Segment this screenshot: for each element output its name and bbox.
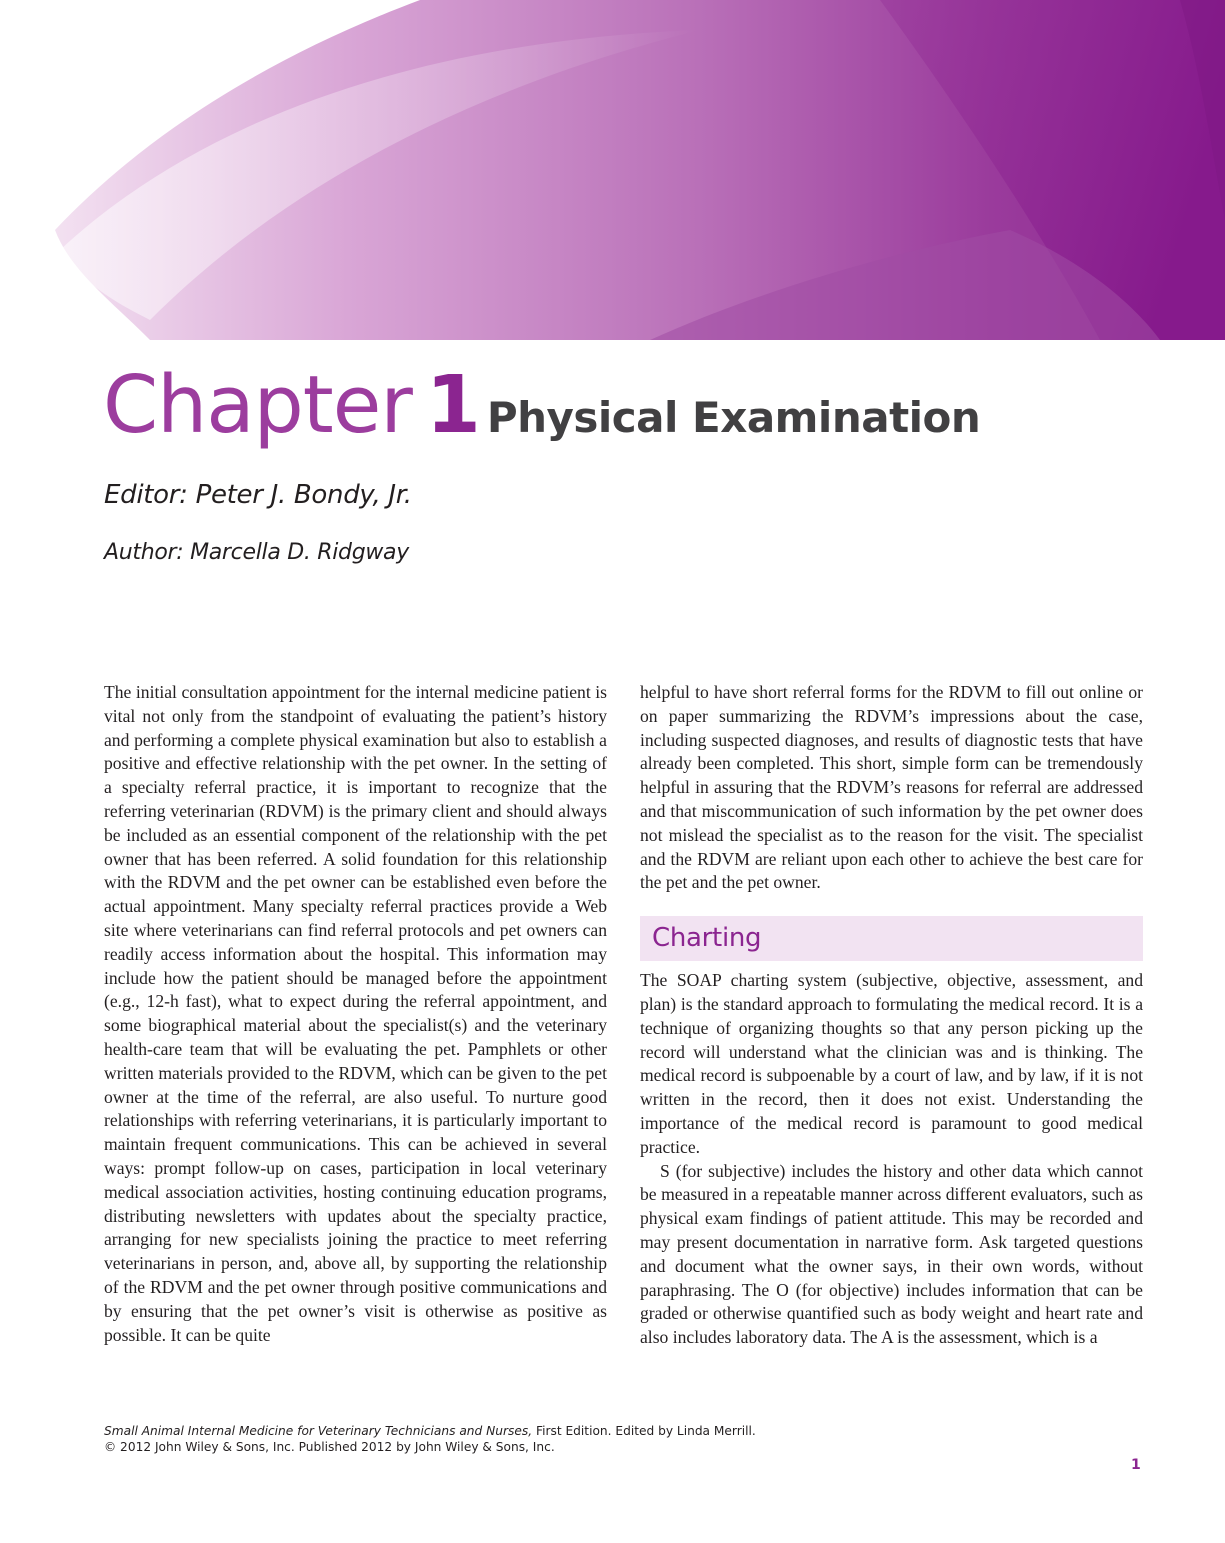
editor-credit: Editor: Peter J. Bondy, Jr. (104, 480, 412, 510)
page-number: 1 (1131, 1457, 1141, 1473)
intro-paragraph: The initial consultation appointment for the internal medicine patient is vital not only from the standpoint of evaluating the patient’s history and performing a complete physical examination but also to establish a positive and effective relationship with the pet owner. In the setting of a specialty referral practice, it is important to recognize that the referring veterinarian (RDVM) is the primary client and should always be included as an essential component of the relationship with the pet owner that has been referred. A solid foundation for this relationship with the RDVM and the pet owner can be established even before the actual appointment. Many specialty referral practices provide a Web site where veterinarians can find referral protocols and pet owners can readily access information about the hospital. This information may include how the patient should be managed before the appointment (e.g., 12-h fast), what to expect during the referral appointment, and some biographical material about the specialist(s) and the veterinary health-care team that will be evaluating the pet. Pamphlets or other written materials provided to the RDVM, which can be given to the pet owner at the time of the referral, are also useful. To nurture good relationships with referring veterinarians, it is particularly important to maintain frequent communications. This can be achieved in several ways: prompt follow-up on cases, participation in local veterinary medical association activities, hosting continuing education programs, distributing newsletters with updates about the specialty practice, arranging for new specialists joining the practice to meet referring veterinarians in person, and, above all, by supporting the relationship of the RDVM and the pet owner through positive communications and by ensuring that the pet owner’s visit is otherwise as positive as possible. It can be quite (104, 682, 607, 1345)
decorative-wave-graphic (0, 0, 1225, 345)
copyright-line: © 2012 John Wiley & Sons, Inc. Published 2012 by John Wiley & Sons, Inc. (104, 1440, 555, 1454)
page-footer (104, 1423, 756, 1455)
intro-paragraph-continued: helpful to have short referral forms for the RDVM to fill out online or on paper summarizing the RDVM’s impressions about the case, including suspected diagnoses, and results of diagnostic tests that have already been completed. This short, simple form can be tremendously helpful in assuring that the RDVM’s reasons for referral are addressed and that miscommunication of such information by the pet owner does not mislead the specialist as to the reason for the visit. The specialist and the RDVM are reliant upon each other to achieve the best care for the pet and the pet owner. (640, 682, 1143, 893)
chapter-title: Physical Examination (486, 393, 981, 442)
author-credit: Author: Marcella D. Ridgway (104, 540, 409, 565)
right-column (640, 681, 1143, 1350)
section-heading-text: Charting (652, 922, 762, 953)
charting-paragraph: The SOAP charting system (subjective, objective, assessment, and plan) is the standard approach to formulating the medical record. It is a technique of organizing thoughts so that any person picking up the record will understand what the clinician was and is thinking. The medical record is subpoenable by a court of law, and by law, if it is not written in the record, then it does not exist. Understanding the importance of the medical record is paramount to good medical practice. (640, 970, 1143, 1157)
citation-line (104, 1423, 756, 1439)
chapter-banner (0, 0, 1225, 345)
charting-paragraph: S (for subjective) includes the history and other data which cannot be measured in a repeatable manner across different evaluators, such as physical exam findings of patient attitude. This may be recorded and may present documentation in narrative form. Ask targeted questions and document what the owner says, in their own words, without paraphrasing. The O (for objective) includes information that can be graded or otherwise quantified such as body weight and heart rate and also includes laboratory data. The A is the assessment, which is a (640, 1160, 1143, 1348)
chapter-number: 1 (425, 359, 481, 451)
chapter-word: Chapter (103, 359, 412, 451)
section-heading-charting (640, 916, 1143, 961)
edition-info: First Edition. Edited by Linda Merrill. (532, 1424, 756, 1438)
chapter-heading (103, 359, 981, 451)
left-column (104, 681, 607, 1347)
book-title: Small Animal Internal Medicine for Veterinary Technicians and Nurses, (104, 1424, 533, 1438)
